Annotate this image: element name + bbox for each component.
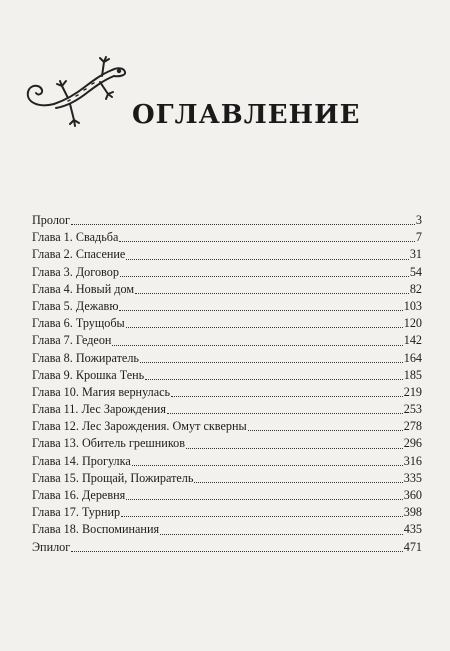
dot-leader <box>135 293 409 294</box>
toc-entry <box>32 229 422 246</box>
dot-leader <box>167 413 403 414</box>
toc-entry-title: Глава 13. Обитель грешников <box>32 436 185 451</box>
table-of-contents <box>32 212 422 556</box>
toc-entry-title: Глава 11. Лес Зарождения <box>32 402 166 417</box>
toc-entry-title: Глава 5. Дежавю <box>32 298 119 313</box>
toc-entry-page: 164 <box>403 350 422 365</box>
toc-entry-page: 398 <box>403 505 422 520</box>
toc-entry-page: 219 <box>403 384 422 399</box>
toc-entry <box>32 539 422 556</box>
toc-entry-title: Глава 16. Деревня <box>32 488 126 502</box>
dot-leader <box>126 499 403 500</box>
toc-entry <box>32 350 422 367</box>
toc-entry <box>32 332 422 349</box>
toc-entry-page: 296 <box>403 436 422 451</box>
toc-entry-title: Глава 1. Свадьба <box>32 230 119 245</box>
dot-leader <box>126 327 403 328</box>
toc-entry-page: 253 <box>403 402 422 417</box>
toc-entry <box>32 487 422 504</box>
toc-entry-title: Пролог <box>32 213 71 227</box>
toc-entry <box>32 384 422 401</box>
toc-entry-title: Глава 2. Спасение <box>32 247 126 262</box>
toc-entry <box>32 435 422 452</box>
dot-leader <box>126 259 408 260</box>
toc-entry-page: 316 <box>403 453 422 468</box>
toc-entry-title: Глава 3. Договор <box>32 264 119 279</box>
dot-leader <box>132 465 403 466</box>
toc-entry <box>32 367 422 384</box>
toc-entry <box>32 246 422 263</box>
dot-leader <box>120 276 409 277</box>
toc-entry-title: Глава 17. Турнир <box>32 505 121 520</box>
dot-leader <box>171 396 403 397</box>
toc-entry-page: 142 <box>403 333 422 348</box>
toc-entry-title: Глава 18. Воспоминания <box>32 522 160 537</box>
toc-entry-page: 360 <box>403 488 422 502</box>
toc-entry-title: Глава 10. Магия вернулась <box>32 384 171 399</box>
toc-entry-page: 3 <box>415 213 422 227</box>
dot-leader <box>119 241 415 242</box>
toc-entry-title: Глава 12. Лес Зарождения. Омут скверны <box>32 419 247 434</box>
toc-entry-title: Глава 15. Прощай, Пожиратель <box>32 470 194 485</box>
toc-entry <box>32 281 422 298</box>
dot-leader <box>71 551 402 552</box>
toc-entry <box>32 418 422 435</box>
lizard-icon <box>16 48 128 132</box>
toc-entry <box>32 264 422 281</box>
dot-leader <box>140 362 403 363</box>
toc-entry-title: Глава 7. Гедеон <box>32 333 112 348</box>
toc-entry <box>32 401 422 418</box>
toc-entry-page: 120 <box>403 316 422 331</box>
toc-entry <box>32 504 422 521</box>
toc-entry <box>32 212 422 229</box>
toc-entry-title: Эпилог <box>32 539 71 554</box>
dot-leader <box>194 482 402 483</box>
dot-leader <box>248 430 403 431</box>
toc-entry-page: 31 <box>409 247 422 262</box>
toc-entry <box>32 298 422 315</box>
toc-entry-page: 335 <box>403 470 422 485</box>
toc-entry <box>32 521 422 538</box>
toc-entry-title: Глава 6. Трущобы <box>32 316 125 331</box>
toc-entry <box>32 315 422 332</box>
dot-leader <box>119 310 402 311</box>
toc-entry-page: 7 <box>415 230 422 245</box>
dot-leader <box>186 448 403 449</box>
toc-entry-page: 471 <box>403 539 422 554</box>
toc-entry-title: Глава 14. Прогулка <box>32 453 131 468</box>
toc-entry-title: Глава 8. Пожиратель <box>32 350 139 365</box>
dot-leader <box>112 345 402 346</box>
toc-entry <box>32 470 422 487</box>
dot-leader <box>121 516 403 517</box>
toc-entry-page: 185 <box>403 367 422 382</box>
page-title: ОГЛАВЛЕНИЕ <box>132 100 361 130</box>
dot-leader <box>145 379 402 380</box>
dot-leader <box>160 534 403 535</box>
toc-entry-page: 82 <box>409 281 422 296</box>
toc-entry-page: 278 <box>403 419 422 434</box>
dot-leader <box>71 224 415 225</box>
toc-entry-page: 435 <box>403 522 422 537</box>
toc-entry-title: Глава 9. Крошка Тень <box>32 367 145 382</box>
toc-entry-page: 54 <box>409 264 422 279</box>
toc-entry <box>32 453 422 470</box>
toc-entry-page: 103 <box>403 298 422 313</box>
toc-entry-title: Глава 4. Новый дом <box>32 281 135 296</box>
